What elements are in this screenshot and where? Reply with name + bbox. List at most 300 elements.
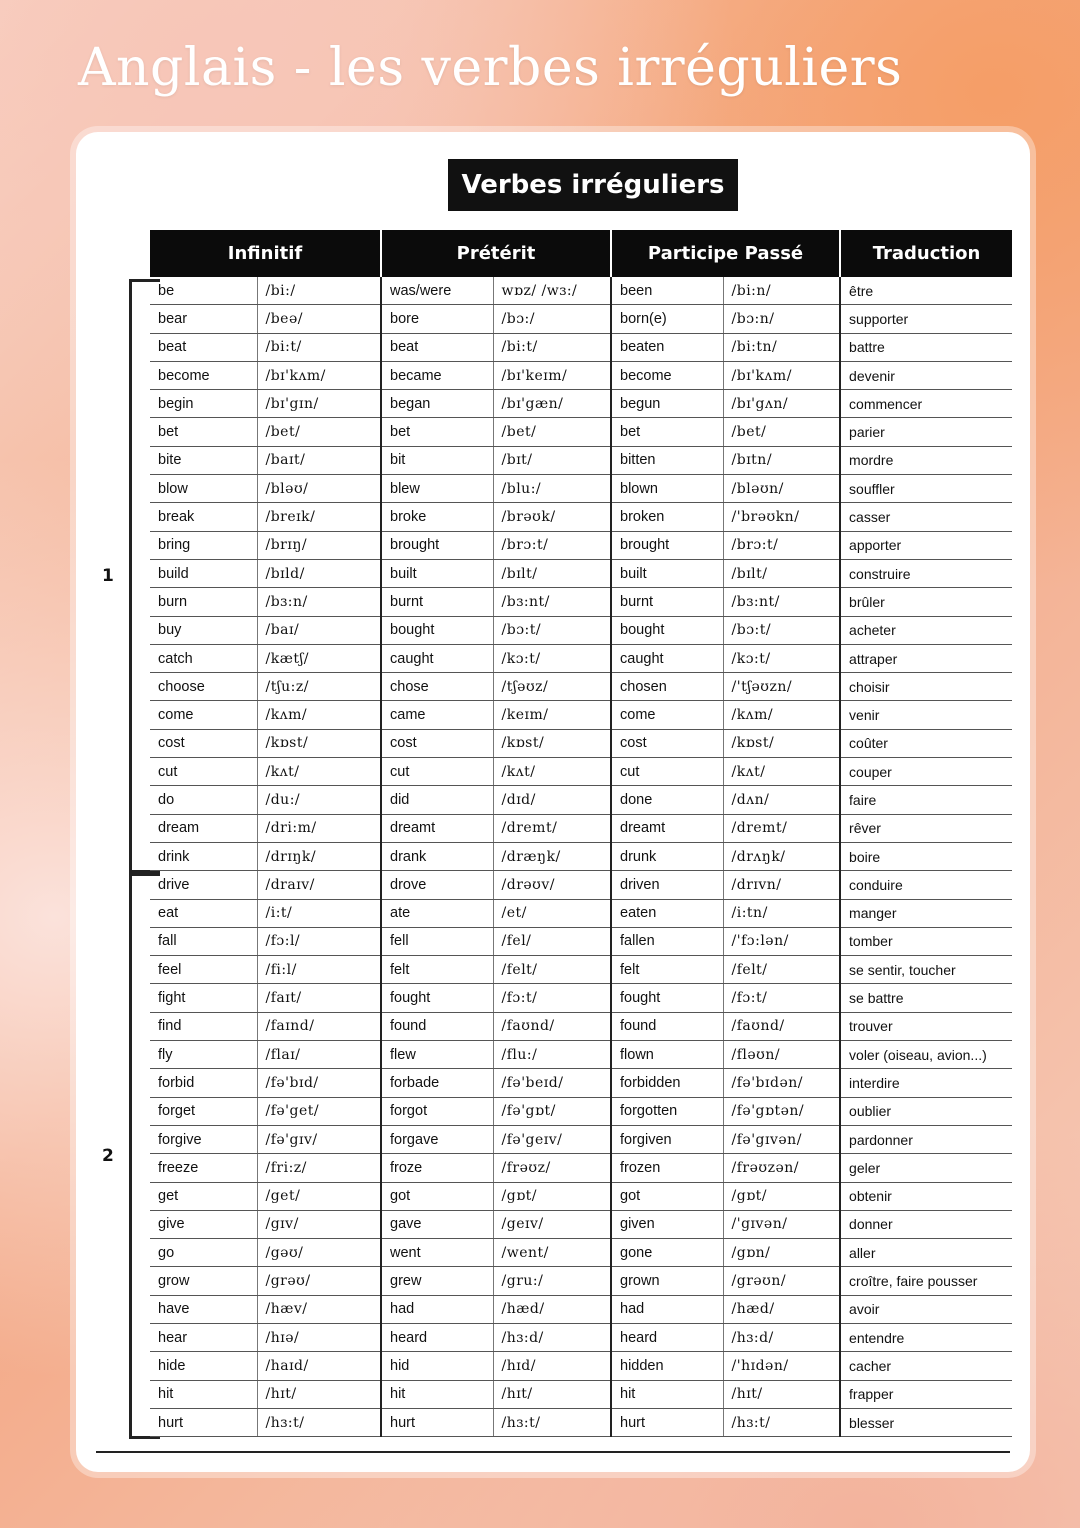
- infinitive-cell: fight: [150, 984, 257, 1012]
- past-participle-cell: forgiven: [611, 1125, 723, 1153]
- table-row: [150, 644, 1012, 672]
- past-participle-cell: heard: [611, 1323, 723, 1351]
- past-participle-pronunciation-cell: /fə'gɒtən/: [723, 1097, 840, 1125]
- preterite-pronunciation-cell: /dræŋk/: [493, 842, 611, 870]
- preterite-pronunciation-cell: /hɜ:d/: [493, 1323, 611, 1351]
- infinitive-cell: bring: [150, 531, 257, 559]
- infinitive-cell: find: [150, 1012, 257, 1040]
- table-row: [150, 758, 1012, 786]
- table-row: [150, 1239, 1012, 1267]
- past-participle-pronunciation-cell: /kɒst/: [723, 729, 840, 757]
- infinitive-pronunciation-cell: /kʌm/: [257, 701, 381, 729]
- table-row: [150, 927, 1012, 955]
- preterite-pronunciation-cell: /bɜ:nt/: [493, 588, 611, 616]
- preterite-cell: forgave: [381, 1125, 493, 1153]
- preterite-pronunciation-cell: /brəʊk/: [493, 503, 611, 531]
- past-participle-pronunciation-cell: /hɜ:d/: [723, 1323, 840, 1351]
- preterite-cell: beat: [381, 333, 493, 361]
- header-preterit: Prétérit: [381, 230, 611, 277]
- preterite-cell: became: [381, 361, 493, 389]
- infinitive-cell: feel: [150, 956, 257, 984]
- past-participle-pronunciation-cell: /bi:n/: [723, 277, 840, 305]
- past-participle-pronunciation-cell: /fə'bɪdən/: [723, 1069, 840, 1097]
- infinitive-pronunciation-cell: /fə'get/: [257, 1097, 381, 1125]
- table-row: [150, 333, 1012, 361]
- table-row: [150, 1182, 1012, 1210]
- translation-cell: avoir: [840, 1295, 1012, 1323]
- infinitive-pronunciation-cell: /bləʊ/: [257, 475, 381, 503]
- table-row: [150, 1323, 1012, 1351]
- table-row: [150, 475, 1012, 503]
- past-participle-pronunciation-cell: /gɒt/: [723, 1182, 840, 1210]
- infinitive-pronunciation-cell: /fə'gɪv/: [257, 1125, 381, 1153]
- past-participle-pronunciation-cell: /hæd/: [723, 1295, 840, 1323]
- past-participle-pronunciation-cell: /bɪ'gʌn/: [723, 390, 840, 418]
- infinitive-pronunciation-cell: /gɪv/: [257, 1210, 381, 1238]
- table-row: [150, 871, 1012, 899]
- infinitive-pronunciation-cell: /kʌt/: [257, 758, 381, 786]
- preterite-cell: blew: [381, 475, 493, 503]
- past-participle-pronunciation-cell: /'fɔ:lən/: [723, 927, 840, 955]
- infinitive-cell: freeze: [150, 1154, 257, 1182]
- infinitive-cell: drink: [150, 842, 257, 870]
- past-participle-pronunciation-cell: /kɔ:t/: [723, 644, 840, 672]
- past-participle-cell: hidden: [611, 1352, 723, 1380]
- past-participle-cell: come: [611, 701, 723, 729]
- past-participle-pronunciation-cell: /'gɪvən/: [723, 1210, 840, 1238]
- preterite-pronunciation-cell: /went/: [493, 1239, 611, 1267]
- infinitive-pronunciation-cell: /brɪŋ/: [257, 531, 381, 559]
- preterite-pronunciation-cell: /faʊnd/: [493, 1012, 611, 1040]
- translation-cell: se sentir, toucher: [840, 956, 1012, 984]
- header-infinitif: Infinitif: [150, 230, 381, 277]
- infinitive-pronunciation-cell: /hɪt/: [257, 1380, 381, 1408]
- infinitive-cell: be: [150, 277, 257, 305]
- translation-cell: acheter: [840, 616, 1012, 644]
- preterite-pronunciation-cell: /kʌt/: [493, 758, 611, 786]
- translation-cell: casser: [840, 503, 1012, 531]
- preterite-pronunciation-cell: /dremt/: [493, 814, 611, 842]
- preterite-pronunciation-cell: /brɔ:t/: [493, 531, 611, 559]
- preterite-cell: heard: [381, 1323, 493, 1351]
- table-row: [150, 1210, 1012, 1238]
- table-row: [150, 729, 1012, 757]
- translation-cell: battre: [840, 333, 1012, 361]
- translation-cell: attraper: [840, 644, 1012, 672]
- preterite-pronunciation-cell: /flu:/: [493, 1041, 611, 1069]
- translation-cell: brûler: [840, 588, 1012, 616]
- past-participle-pronunciation-cell: /bɪlt/: [723, 559, 840, 587]
- past-participle-cell: given: [611, 1210, 723, 1238]
- translation-cell: tomber: [840, 927, 1012, 955]
- preterite-cell: built: [381, 559, 493, 587]
- past-participle-cell: been: [611, 277, 723, 305]
- table-row: [150, 361, 1012, 389]
- preterite-cell: fought: [381, 984, 493, 1012]
- infinitive-pronunciation-cell: /get/: [257, 1182, 381, 1210]
- preterite-pronunciation-cell: wɒz/ /wɜ:/: [493, 277, 611, 305]
- preterite-cell: broke: [381, 503, 493, 531]
- infinitive-cell: dream: [150, 814, 257, 842]
- preterite-cell: bet: [381, 418, 493, 446]
- past-participle-cell: chosen: [611, 673, 723, 701]
- infinitive-cell: have: [150, 1295, 257, 1323]
- infinitive-pronunciation-cell: /bi:/: [257, 277, 381, 305]
- preterite-cell: grew: [381, 1267, 493, 1295]
- preterite-cell: was/were: [381, 277, 493, 305]
- infinitive-cell: hurt: [150, 1408, 257, 1436]
- preterite-pronunciation-cell: /fə'beɪd/: [493, 1069, 611, 1097]
- past-participle-pronunciation-cell: /kʌm/: [723, 701, 840, 729]
- preterite-cell: bought: [381, 616, 493, 644]
- past-participle-pronunciation-cell: /'brəʊkn/: [723, 503, 840, 531]
- past-participle-cell: hurt: [611, 1408, 723, 1436]
- infinitive-pronunciation-cell: /draɪv/: [257, 871, 381, 899]
- translation-cell: mordre: [840, 446, 1012, 474]
- infinitive-cell: beat: [150, 333, 257, 361]
- preterite-pronunciation-cell: /geɪv/: [493, 1210, 611, 1238]
- past-participle-cell: built: [611, 559, 723, 587]
- infinitive-cell: drive: [150, 871, 257, 899]
- table-row: [150, 418, 1012, 446]
- preterite-cell: bore: [381, 305, 493, 333]
- past-participle-pronunciation-cell: /drʌŋk/: [723, 842, 840, 870]
- past-participle-cell: forgotten: [611, 1097, 723, 1125]
- translation-cell: couper: [840, 758, 1012, 786]
- preterite-cell: fell: [381, 927, 493, 955]
- preterite-pronunciation-cell: /bɪ'keɪm/: [493, 361, 611, 389]
- infinitive-cell: grow: [150, 1267, 257, 1295]
- preterite-cell: gave: [381, 1210, 493, 1238]
- infinitive-pronunciation-cell: /bi:t/: [257, 333, 381, 361]
- preterite-cell: froze: [381, 1154, 493, 1182]
- translation-cell: pardonner: [840, 1125, 1012, 1153]
- translation-cell: coûter: [840, 729, 1012, 757]
- infinitive-cell: forgive: [150, 1125, 257, 1153]
- infinitive-pronunciation-cell: /fɔ:l/: [257, 927, 381, 955]
- infinitive-cell: hear: [150, 1323, 257, 1351]
- translation-cell: supporter: [840, 305, 1012, 333]
- past-participle-pronunciation-cell: /bet/: [723, 418, 840, 446]
- table-row: [150, 1097, 1012, 1125]
- past-participle-cell: had: [611, 1295, 723, 1323]
- verbs-table: [150, 230, 1012, 1437]
- preterite-pronunciation-cell: /hɪd/: [493, 1352, 611, 1380]
- table-row: [150, 814, 1012, 842]
- past-participle-cell: fallen: [611, 927, 723, 955]
- preterite-pronunciation-cell: /drəʊv/: [493, 871, 611, 899]
- translation-cell: voler (oiseau, avion...): [840, 1041, 1012, 1069]
- past-participle-cell: bet: [611, 418, 723, 446]
- infinitive-pronunciation-cell: /bɪ'kʌm/: [257, 361, 381, 389]
- infinitive-cell: bet: [150, 418, 257, 446]
- preterite-cell: cut: [381, 758, 493, 786]
- past-participle-cell: bitten: [611, 446, 723, 474]
- past-participle-cell: frozen: [611, 1154, 723, 1182]
- infinitive-cell: bite: [150, 446, 257, 474]
- infinitive-pronunciation-cell: /fə'bɪd/: [257, 1069, 381, 1097]
- past-participle-pronunciation-cell: /grəʊn/: [723, 1267, 840, 1295]
- infinitive-pronunciation-cell: /kɒst/: [257, 729, 381, 757]
- preterite-pronunciation-cell: /frəʊz/: [493, 1154, 611, 1182]
- preterite-pronunciation-cell: /tʃəʊz/: [493, 673, 611, 701]
- preterite-cell: hit: [381, 1380, 493, 1408]
- infinitive-pronunciation-cell: /flaɪ/: [257, 1041, 381, 1069]
- preterite-pronunciation-cell: /bɪlt/: [493, 559, 611, 587]
- preterite-pronunciation-cell: /kɒst/: [493, 729, 611, 757]
- infinitive-pronunciation-cell: /hɜ:t/: [257, 1408, 381, 1436]
- translation-cell: trouver: [840, 1012, 1012, 1040]
- infinitive-cell: eat: [150, 899, 257, 927]
- translation-cell: entendre: [840, 1323, 1012, 1351]
- table-row: [150, 503, 1012, 531]
- table-row: [150, 673, 1012, 701]
- preterite-pronunciation-cell: /hɪt/: [493, 1380, 611, 1408]
- translation-cell: blesser: [840, 1408, 1012, 1436]
- preterite-pronunciation-cell: /bɔ:/: [493, 305, 611, 333]
- preterite-pronunciation-cell: /gru:/: [493, 1267, 611, 1295]
- past-participle-cell: caught: [611, 644, 723, 672]
- infinitive-cell: become: [150, 361, 257, 389]
- preterite-cell: hurt: [381, 1408, 493, 1436]
- bottom-rule: [96, 1451, 1010, 1453]
- preterite-cell: cost: [381, 729, 493, 757]
- preterite-cell: brought: [381, 531, 493, 559]
- table-body: [150, 277, 1012, 1437]
- past-participle-pronunciation-cell: /hɜ:t/: [723, 1408, 840, 1436]
- infinitive-cell: choose: [150, 673, 257, 701]
- table-row: [150, 842, 1012, 870]
- translation-cell: choisir: [840, 673, 1012, 701]
- infinitive-cell: burn: [150, 588, 257, 616]
- preterite-pronunciation-cell: /hɜ:t/: [493, 1408, 611, 1436]
- preterite-pronunciation-cell: /keɪm/: [493, 701, 611, 729]
- translation-cell: rêver: [840, 814, 1012, 842]
- infinitive-pronunciation-cell: /du:/: [257, 786, 381, 814]
- group-label: 1: [102, 565, 114, 586]
- table-header-row: [150, 230, 1012, 277]
- preterite-cell: came: [381, 701, 493, 729]
- infinitive-cell: buy: [150, 616, 257, 644]
- infinitive-pronunciation-cell: /kætʃ/: [257, 644, 381, 672]
- preterite-pronunciation-cell: /fə'geɪv/: [493, 1125, 611, 1153]
- past-participle-cell: drunk: [611, 842, 723, 870]
- past-participle-pronunciation-cell: /hɪt/: [723, 1380, 840, 1408]
- translation-cell: construire: [840, 559, 1012, 587]
- translation-cell: geler: [840, 1154, 1012, 1182]
- table-banner: Verbes irréguliers: [448, 159, 738, 211]
- past-participle-pronunciation-cell: /bɔ:n/: [723, 305, 840, 333]
- table-row: [150, 559, 1012, 587]
- past-participle-cell: blown: [611, 475, 723, 503]
- table-row: [150, 446, 1012, 474]
- translation-cell: cacher: [840, 1352, 1012, 1380]
- translation-cell: faire: [840, 786, 1012, 814]
- past-participle-cell: hit: [611, 1380, 723, 1408]
- table-row: [150, 786, 1012, 814]
- translation-cell: venir: [840, 701, 1012, 729]
- preterite-cell: chose: [381, 673, 493, 701]
- table-row: [150, 1380, 1012, 1408]
- infinitive-pronunciation-cell: /faɪnd/: [257, 1012, 381, 1040]
- preterite-pronunciation-cell: /bɔ:t/: [493, 616, 611, 644]
- past-participle-cell: cut: [611, 758, 723, 786]
- past-participle-cell: felt: [611, 956, 723, 984]
- preterite-cell: began: [381, 390, 493, 418]
- table-row: [150, 1295, 1012, 1323]
- infinitive-pronunciation-cell: /drɪŋk/: [257, 842, 381, 870]
- past-participle-pronunciation-cell: /faʊnd/: [723, 1012, 840, 1040]
- table-row: [150, 588, 1012, 616]
- preterite-pronunciation-cell: /bet/: [493, 418, 611, 446]
- infinitive-cell: blow: [150, 475, 257, 503]
- past-participle-cell: eaten: [611, 899, 723, 927]
- table-row: [150, 899, 1012, 927]
- past-participle-cell: dreamt: [611, 814, 723, 842]
- preterite-pronunciation-cell: /kɔ:t/: [493, 644, 611, 672]
- infinitive-pronunciation-cell: /hɪə/: [257, 1323, 381, 1351]
- preterite-pronunciation-cell: /fɔ:t/: [493, 984, 611, 1012]
- preterite-pronunciation-cell: /dɪd/: [493, 786, 611, 814]
- infinitive-pronunciation-cell: /bet/: [257, 418, 381, 446]
- infinitive-cell: build: [150, 559, 257, 587]
- table-row: [150, 956, 1012, 984]
- preterite-pronunciation-cell: /fel/: [493, 927, 611, 955]
- past-participle-cell: done: [611, 786, 723, 814]
- translation-cell: manger: [840, 899, 1012, 927]
- table-row: [150, 305, 1012, 333]
- translation-cell: être: [840, 277, 1012, 305]
- preterite-cell: bit: [381, 446, 493, 474]
- preterite-cell: dreamt: [381, 814, 493, 842]
- past-participle-cell: flown: [611, 1041, 723, 1069]
- past-participle-cell: cost: [611, 729, 723, 757]
- infinitive-cell: begin: [150, 390, 257, 418]
- infinitive-cell: go: [150, 1239, 257, 1267]
- translation-cell: aller: [840, 1239, 1012, 1267]
- past-participle-pronunciation-cell: /fləʊn/: [723, 1041, 840, 1069]
- infinitive-pronunciation-cell: /gəʊ/: [257, 1239, 381, 1267]
- translation-cell: interdire: [840, 1069, 1012, 1097]
- translation-cell: devenir: [840, 361, 1012, 389]
- preterite-cell: did: [381, 786, 493, 814]
- preterite-cell: had: [381, 1295, 493, 1323]
- infinitive-pronunciation-cell: /breɪk/: [257, 503, 381, 531]
- past-participle-pronunciation-cell: /fɔ:t/: [723, 984, 840, 1012]
- past-participle-cell: brought: [611, 531, 723, 559]
- header-participe-passe: Participe Passé: [611, 230, 840, 277]
- infinitive-pronunciation-cell: /baɪ/: [257, 616, 381, 644]
- page-title: Anglais - les verbes irréguliers: [78, 38, 903, 98]
- infinitive-pronunciation-cell: /fi:l/: [257, 956, 381, 984]
- past-participle-pronunciation-cell: /'hɪdən/: [723, 1352, 840, 1380]
- table-row: [150, 277, 1012, 305]
- table-row: [150, 531, 1012, 559]
- infinitive-cell: bear: [150, 305, 257, 333]
- translation-cell: souffler: [840, 475, 1012, 503]
- infinitive-pronunciation-cell: /bɪld/: [257, 559, 381, 587]
- table-row: [150, 1267, 1012, 1295]
- past-participle-cell: born(e): [611, 305, 723, 333]
- header-traduction: Traduction: [840, 230, 1012, 277]
- past-participle-cell: gone: [611, 1239, 723, 1267]
- translation-cell: boire: [840, 842, 1012, 870]
- table-row: [150, 1125, 1012, 1153]
- preterite-pronunciation-cell: /felt/: [493, 956, 611, 984]
- past-participle-cell: broken: [611, 503, 723, 531]
- past-participle-pronunciation-cell: /bi:tn/: [723, 333, 840, 361]
- preterite-cell: drank: [381, 842, 493, 870]
- infinitive-pronunciation-cell: /baɪt/: [257, 446, 381, 474]
- past-participle-cell: found: [611, 1012, 723, 1040]
- past-participle-pronunciation-cell: /bɔ:t/: [723, 616, 840, 644]
- past-participle-cell: driven: [611, 871, 723, 899]
- translation-cell: donner: [840, 1210, 1012, 1238]
- infinitive-pronunciation-cell: /i:t/: [257, 899, 381, 927]
- past-participle-cell: fought: [611, 984, 723, 1012]
- past-participle-pronunciation-cell: /felt/: [723, 956, 840, 984]
- table-row: [150, 616, 1012, 644]
- past-participle-pronunciation-cell: /gɒn/: [723, 1239, 840, 1267]
- infinitive-pronunciation-cell: /bɪ'gɪn/: [257, 390, 381, 418]
- translation-cell: apporter: [840, 531, 1012, 559]
- preterite-cell: found: [381, 1012, 493, 1040]
- past-participle-pronunciation-cell: /bləʊn/: [723, 475, 840, 503]
- infinitive-cell: do: [150, 786, 257, 814]
- infinitive-cell: hit: [150, 1380, 257, 1408]
- preterite-cell: flew: [381, 1041, 493, 1069]
- infinitive-pronunciation-cell: /bɜ:n/: [257, 588, 381, 616]
- table-row: [150, 1352, 1012, 1380]
- infinitive-cell: break: [150, 503, 257, 531]
- past-participle-pronunciation-cell: /i:tn/: [723, 899, 840, 927]
- preterite-pronunciation-cell: /hæd/: [493, 1295, 611, 1323]
- infinitive-pronunciation-cell: /hæv/: [257, 1295, 381, 1323]
- infinitive-pronunciation-cell: /dri:m/: [257, 814, 381, 842]
- translation-cell: oublier: [840, 1097, 1012, 1125]
- preterite-cell: forbade: [381, 1069, 493, 1097]
- past-participle-cell: begun: [611, 390, 723, 418]
- preterite-pronunciation-cell: /blu:/: [493, 475, 611, 503]
- table-row: [150, 1408, 1012, 1436]
- past-participle-cell: become: [611, 361, 723, 389]
- preterite-pronunciation-cell: /bɪ'gæn/: [493, 390, 611, 418]
- past-participle-pronunciation-cell: /kʌt/: [723, 758, 840, 786]
- content-card: [76, 132, 1030, 1472]
- past-participle-pronunciation-cell: /bɪ'kʌm/: [723, 361, 840, 389]
- preterite-cell: went: [381, 1239, 493, 1267]
- infinitive-pronunciation-cell: /faɪt/: [257, 984, 381, 1012]
- infinitive-cell: get: [150, 1182, 257, 1210]
- table-row: [150, 1012, 1012, 1040]
- preterite-pronunciation-cell: /gɒt/: [493, 1182, 611, 1210]
- past-participle-cell: forbidden: [611, 1069, 723, 1097]
- infinitive-pronunciation-cell: /tʃu:z/: [257, 673, 381, 701]
- past-participle-cell: bought: [611, 616, 723, 644]
- table-row: [150, 1041, 1012, 1069]
- infinitive-cell: forget: [150, 1097, 257, 1125]
- infinitive-cell: forbid: [150, 1069, 257, 1097]
- preterite-cell: ate: [381, 899, 493, 927]
- infinitive-cell: catch: [150, 644, 257, 672]
- past-participle-pronunciation-cell: /bɪtn/: [723, 446, 840, 474]
- translation-cell: se battre: [840, 984, 1012, 1012]
- past-participle-pronunciation-cell: /drɪvn/: [723, 871, 840, 899]
- table-row: [150, 984, 1012, 1012]
- preterite-pronunciation-cell: /bi:t/: [493, 333, 611, 361]
- table-row: [150, 701, 1012, 729]
- infinitive-cell: cut: [150, 758, 257, 786]
